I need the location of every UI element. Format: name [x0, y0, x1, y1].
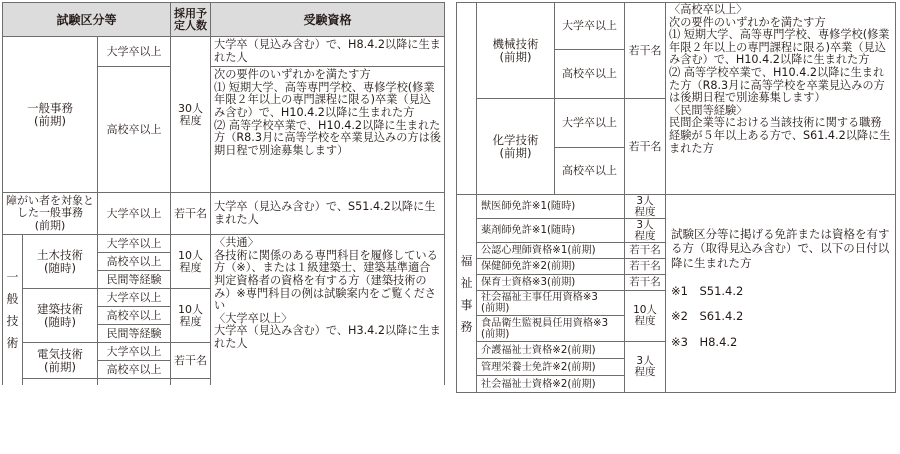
level-cell: 高校卒以上	[555, 148, 625, 195]
header-row	[3, 3, 445, 37]
capacity-cell: 3人 程度	[625, 219, 666, 243]
capacity-cell: 若干名	[625, 259, 666, 275]
level-cell: 大学卒以上	[555, 3, 625, 50]
level-cell: 大学卒以上	[98, 193, 171, 235]
level-cell: 大学卒以上	[98, 289, 171, 307]
note-line: ※2 S61.4.2	[671, 309, 744, 324]
level-cell: 大学卒以上	[98, 235, 171, 253]
category-kagaku: 化学技術 (前期)	[477, 99, 555, 195]
capacity-cell: 10人 程度	[171, 235, 211, 289]
qualification-cell: 次の要件のいずれかを満たす方 ⑴ 短期大学、高等専門学校、専修学校(修業年限２年以上の専門課程に限る)卒業（見込み含む）で、H10.4.2以降に生まれた方 ⑵ 高等学校卒業で、H10.4.2以降に生まれた方（R8.3月に高等学校を卒業見込みの方は後期日程で別途募集します）	[211, 67, 445, 193]
exam-table-left	[2, 2, 445, 385]
level-cell: 民間等経験	[98, 271, 171, 289]
license-cell: 獣医師免許※1(随時)	[477, 195, 625, 219]
capacity-cell: 3人 程度	[625, 195, 666, 219]
qualification-cell: 大学卒（見込み含む）で、H8.4.2以降に生まれた人	[211, 37, 445, 67]
capacity-cell: 若干名	[625, 275, 666, 291]
capacity-cell: 若干名	[171, 193, 211, 235]
cut-cell	[171, 379, 211, 385]
capacity-cell: 若干名	[625, 243, 666, 259]
capacity-cell: 30人 程度	[171, 37, 211, 193]
category-ippan-gijutsu: 一 般 技 術	[3, 235, 23, 385]
table-row	[3, 193, 445, 235]
fukushi-notes-cell	[666, 195, 896, 393]
cut-cell	[98, 379, 171, 385]
license-cell: 管理栄養士免許※2(前期)	[477, 359, 625, 376]
level-cell: 大学卒以上	[98, 37, 171, 67]
exam-table-right	[456, 2, 896, 393]
note-line: ※1 S51.4.2	[671, 284, 744, 298]
table-row	[3, 37, 445, 67]
cut-cell	[23, 379, 98, 385]
capacity-cell: 若干名	[625, 3, 666, 99]
level-cell: 高校卒以上	[555, 50, 625, 99]
right-table-panel	[456, 2, 896, 393]
category-doboku: 土木技術 (随時)	[23, 235, 98, 289]
license-cell: 介護福祉士資格※2(前期)	[477, 342, 625, 359]
category-denki: 電気技術 (前期)	[23, 343, 98, 379]
capacity-cell: 10人 程度	[171, 289, 211, 343]
level-cell: 大学卒以上	[555, 99, 625, 148]
capacity-cell: 10人 程度	[625, 291, 666, 342]
blank-cell	[457, 3, 477, 195]
license-cell: 社会福祉士資格※2(前期)	[477, 376, 625, 393]
license-cell: 保健師免許※2(前期)	[477, 259, 625, 275]
header-qualification: 受験資格	[211, 3, 445, 37]
level-cell: 高校卒以上	[98, 361, 171, 379]
header-category: 試験区分等	[3, 3, 171, 37]
license-cell: 食品衛生監視員任用資格※3 (前期)	[477, 316, 625, 342]
capacity-cell: 若干名	[171, 343, 211, 379]
table-row	[457, 3, 896, 50]
level-cell: 民間等経験	[98, 325, 171, 343]
license-cell: 薬剤師免許※1(随時)	[477, 219, 625, 243]
qualification-cell: 〈共通〉 各技術に関係のある専門科目を履修している方（※）、または１級建築士、建築基準適合判定資格者の資格を有する方（建築技術のみ）※専門科目の例は試験案内をご覧ください 〈大学卒以上〉 大学卒（見込み含む）で、H3.4.2以降に生まれた人	[211, 235, 445, 385]
table-row	[3, 235, 445, 253]
header-capacity: 採用予 定人数	[171, 3, 211, 37]
category-ippan-jimu: 一般事務 (前期)	[3, 37, 98, 193]
note-line: ※3 H8.4.2	[671, 334, 738, 349]
capacity-cell: 3人 程度	[625, 342, 666, 393]
level-cell: 高校卒以上	[98, 253, 171, 271]
license-cell: 社会福祉主事任用資格※3 (前期)	[477, 291, 625, 316]
category-kenchiku: 建築技術 (随時)	[23, 289, 98, 343]
level-cell: 大学卒以上	[98, 343, 171, 361]
license-cell: 公認心理師資格※1(前期)	[477, 243, 625, 259]
qualification-cell: 〈高校卒以上〉 次の要件のいずれかを満たす方 ⑴ 短期大学、高等専門学校、専修学校(修業年限２年以上の専門課程に限る)卒業（見込み含む）で、H10.4.2以降に生まれた方 ⑵ 高等学校卒業で、H10.4.2以降に生まれた方（R8.3月に高等学校を卒業見込みの方は後期日程で別途募集します） 〈民間等経験〉 民間企業等における当該技術に関する職務経験が５年以上ある方で、S61.4.2以降に生まれた方	[666, 3, 896, 195]
level-cell: 高校卒以上	[98, 67, 171, 193]
category-kikai: 機械技術 (前期)	[477, 3, 555, 99]
qualification-cell: 大学卒（見込み含む）で、S51.4.2以降に生まれた人	[211, 193, 445, 235]
table-row	[457, 195, 896, 219]
left-table-panel	[2, 2, 445, 385]
level-cell: 高校卒以上	[98, 307, 171, 325]
license-cell: 保育士資格※3(前期)	[477, 275, 625, 291]
category-fukushi-jimu: 福 祉 事 務	[457, 195, 477, 393]
notes-intro: 試験区分等に掲げる免許または資格を有する方（取得見込み含む）で、以下の日付以降に生まれた方	[671, 226, 890, 270]
capacity-cell: 若干名	[625, 99, 666, 195]
category-shogai-ippan-jimu: 障がい者を対象とした一般事務 (前期)	[3, 193, 98, 235]
